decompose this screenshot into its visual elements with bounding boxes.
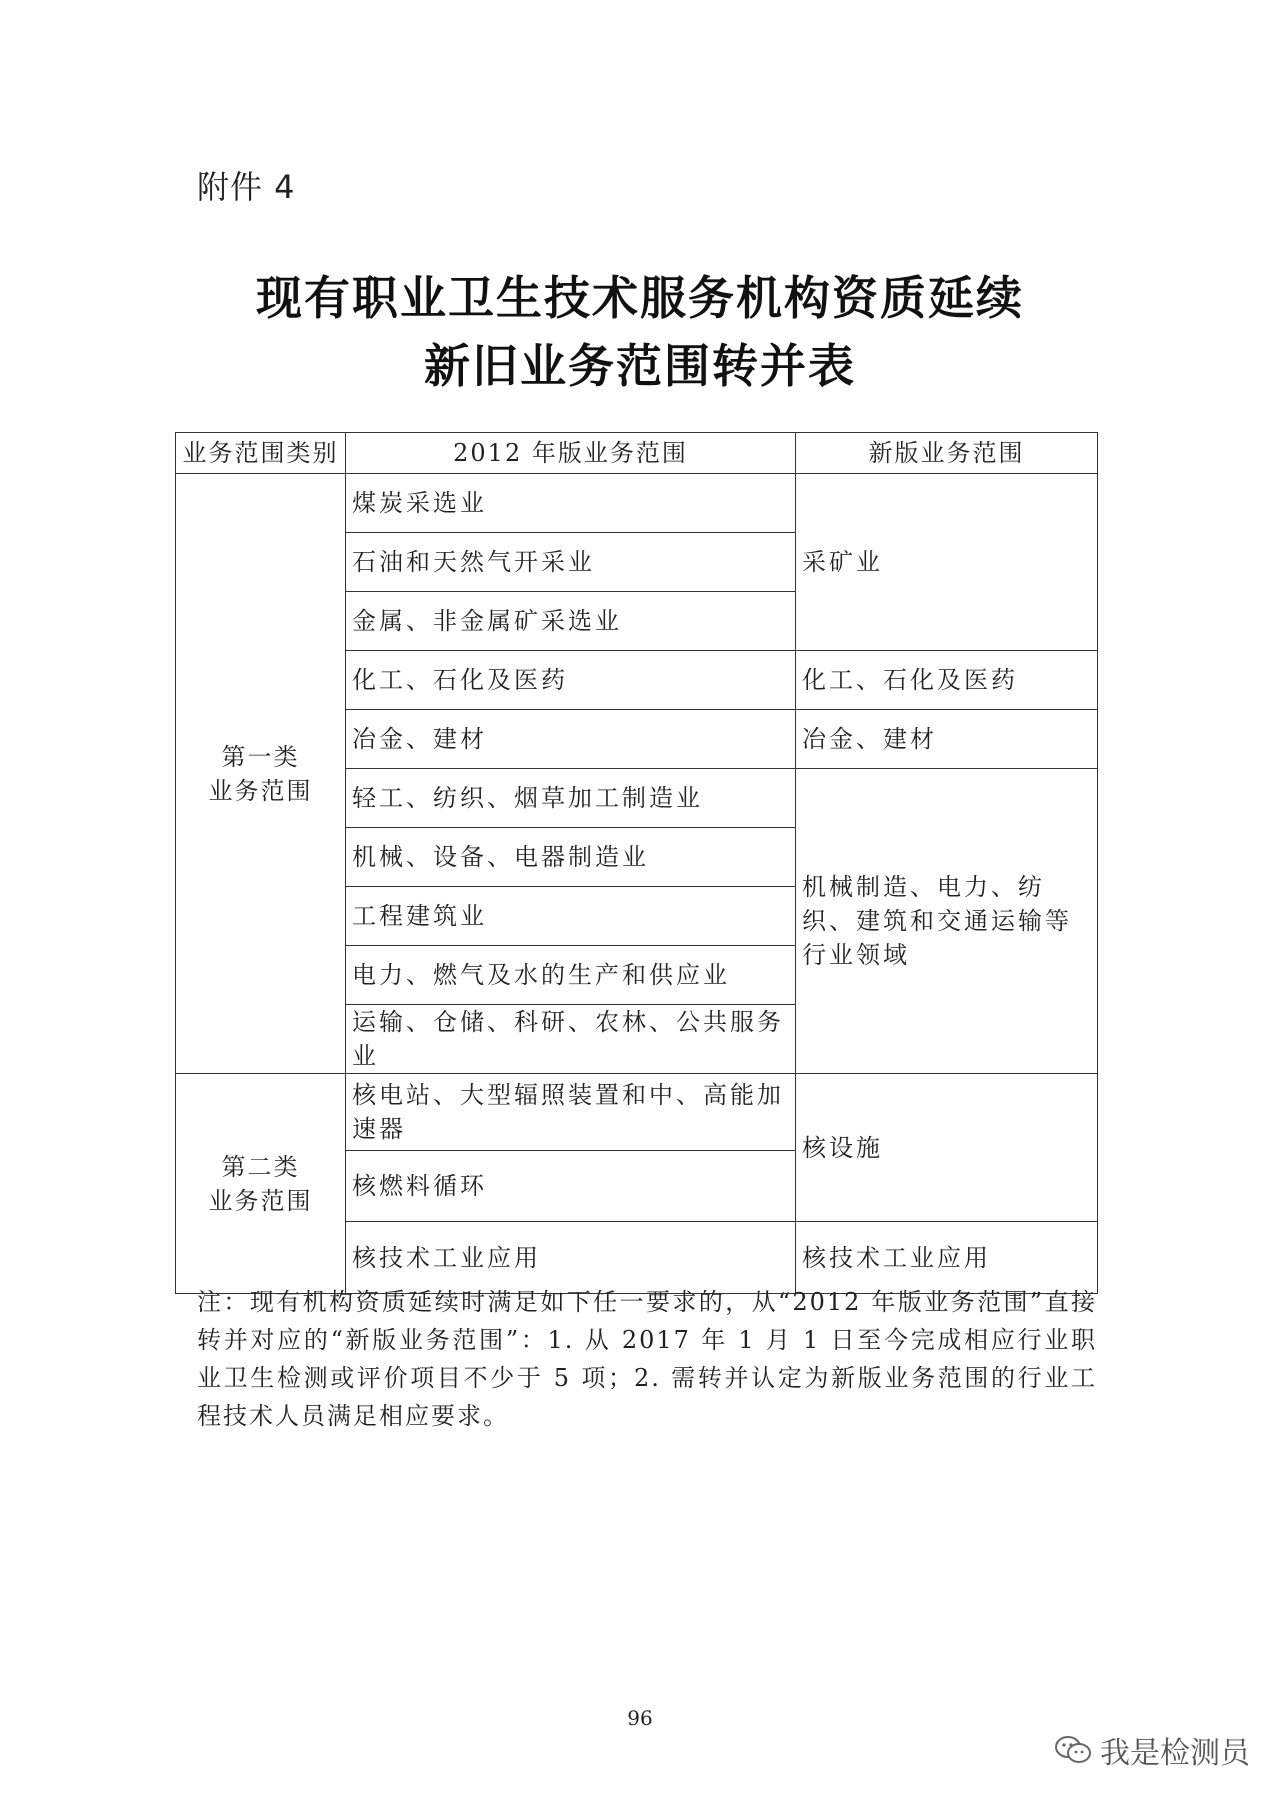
scope-2012-item: 轻工、纺织、烟草加工制造业 (346, 769, 796, 828)
header-category: 业务范围类别 (176, 433, 346, 474)
table-row (176, 1074, 1098, 1151)
watermark (1054, 1728, 1250, 1772)
document-title-line1: 现有职业卫生技术服务机构资质延续 (256, 271, 1024, 325)
scope-2012-item: 核电站、大型辐照装置和中、高能加速器 (346, 1074, 796, 1151)
scope-2012-item: 电力、燃气及水的生产和供应业 (346, 946, 796, 1005)
table-row (176, 474, 1098, 533)
scope-2012-item: 冶金、建材 (346, 710, 796, 769)
header-new-scope: 新版业务范围 (796, 433, 1098, 474)
page-number: 96 (627, 1706, 653, 1730)
scope-2012-item: 核技术工业应用 (346, 1222, 796, 1294)
table-note: 注：现有机构资质延续时满足如下任一要求的，从“2012 年版业务范围”直接转并对应的“新版业务范围”：1. 从 2017 年 1 月 1 日至今完成相应行业职业卫生检测或评价项目不少于 5 项；2. 需转并认定为新版业务范围的行业工程技术人员满足相应要求。 (197, 1288, 1097, 1430)
category-2-line2: 业务范围 (208, 1186, 313, 1215)
header-2012-scope: 2012 年版业务范围 (346, 433, 796, 474)
scope-2012-item: 运输、仓储、科研、农林、公共服务业 (346, 1005, 796, 1074)
category-1-line1: 第一类 (221, 742, 300, 771)
attachment-label: 附件 4 (197, 168, 296, 206)
watermark-text: 我是检测员 (1100, 1736, 1250, 1771)
scope-2012-item: 石油和天然气开采业 (346, 533, 796, 592)
category-1-cell (176, 474, 346, 1074)
category-1-line2: 业务范围 (208, 776, 313, 805)
new-scope-item: 核设施 (796, 1074, 1098, 1222)
new-scope-item: 机械制造、电力、纺织、建筑和交通运输等行业领域 (796, 769, 1098, 1074)
new-scope-item: 核技术工业应用 (796, 1222, 1098, 1294)
scope-2012-item: 核燃料循环 (346, 1151, 796, 1222)
wechat-icon (1054, 1735, 1092, 1765)
scope-2012-item: 化工、石化及医药 (346, 651, 796, 710)
document-title-line2: 新旧业务范围转并表 (424, 339, 856, 393)
new-scope-item: 采矿业 (796, 474, 1098, 651)
scope-2012-item: 金属、非金属矿采选业 (346, 592, 796, 651)
scope-conversion-table (175, 432, 1098, 1294)
new-scope-item: 化工、石化及医药 (796, 651, 1098, 710)
scope-2012-item: 煤炭采选业 (346, 474, 796, 533)
table-header-row (176, 433, 1098, 474)
new-scope-item: 冶金、建材 (796, 710, 1098, 769)
scope-2012-item: 机械、设备、电器制造业 (346, 828, 796, 887)
category-2-cell (176, 1074, 346, 1294)
scope-2012-item: 工程建筑业 (346, 887, 796, 946)
category-2-line1: 第二类 (221, 1152, 300, 1181)
